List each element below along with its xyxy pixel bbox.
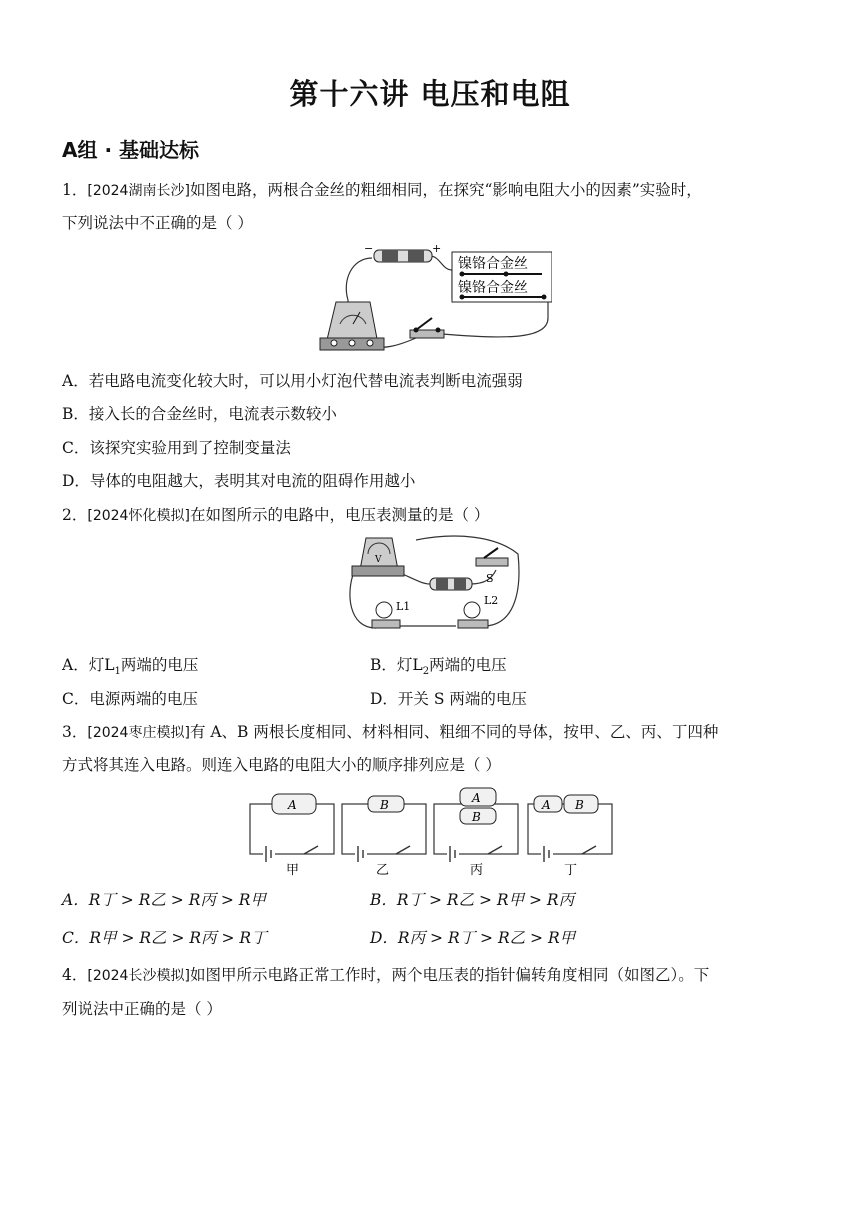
q2-option-c: C．电源两端的电压 bbox=[62, 690, 198, 708]
q3-fig-a-ding: A bbox=[542, 798, 551, 812]
svg-text:+: + bbox=[432, 242, 442, 255]
q2-fig-l1: L1 bbox=[396, 600, 411, 613]
q1-option-c: C．该探究实验用到了控制变量法 bbox=[62, 439, 291, 457]
q1-line2: 下列说法中不正确的是（ ） bbox=[62, 214, 253, 232]
q3-line1 bbox=[62, 720, 718, 742]
q2-text1: 在如图所示的电路中，电压表测量的是（ ） bbox=[189, 506, 490, 524]
q1-text1: 如图电路，两根合金丝的粗细相同，在探究“影响电阻大小的因素”实验时， bbox=[189, 181, 702, 199]
q3-fig-b-bing: B bbox=[472, 810, 481, 824]
q2-fig-s: S bbox=[486, 572, 494, 585]
q2-option-a: A．灯$L_1$两端的电压 bbox=[62, 656, 199, 678]
q4-text1: 如图甲所示电路正常工作时，两个电压表的指针偏转角度相同（如图乙）。下 bbox=[189, 966, 710, 984]
q3-number: 3． bbox=[62, 723, 88, 741]
q3-circuit-figure bbox=[246, 784, 620, 876]
q3-fig-label-yi: 乙 bbox=[376, 863, 390, 876]
svg-text:−: − bbox=[364, 242, 374, 255]
q3-line2: 方式将其连入电路。则连入电路的电阻大小的顺序排列应是（ ） bbox=[62, 756, 501, 774]
q4-source: [2024长沙模拟] bbox=[87, 968, 190, 984]
q4-line1 bbox=[62, 963, 709, 985]
q2-option-d: D．开关 S 两端的电压 bbox=[370, 690, 527, 708]
q1-line1 bbox=[62, 178, 702, 200]
q4-line2: 列说法中正确的是（ ） bbox=[62, 1000, 222, 1018]
section-heading: A组 · 基础达标 bbox=[62, 138, 200, 162]
q1-fig-label2: 镍铬合金丝 bbox=[458, 280, 528, 296]
q3-option-b: B．R丁 > R乙 > R甲 > R丙 bbox=[370, 891, 575, 909]
q3-fig-label-jia: 甲 bbox=[286, 863, 300, 876]
q3-fig-a-bing: A bbox=[472, 791, 481, 805]
q3-fig-b-yi: B bbox=[380, 798, 389, 812]
q1-option-b: B．接入长的合金丝时，电流表示数较小 bbox=[62, 405, 337, 423]
q4-number: 4． bbox=[62, 966, 88, 984]
page-title: 第十六讲 电压和电阻 bbox=[289, 77, 571, 111]
q2-number: 2． bbox=[62, 506, 88, 524]
q2-option-b: B．灯$L_2$两端的电压 bbox=[370, 656, 507, 678]
q1-option-d: D．导体的电阻越大，表明其对电流的阻碍作用越小 bbox=[62, 472, 416, 490]
q2-fig-v: V bbox=[375, 555, 382, 565]
q3-option-c: C．R甲 > R乙 > R丙 > R丁 bbox=[62, 929, 267, 947]
q3-source: [2024枣庄模拟] bbox=[87, 725, 190, 741]
q1-option-a: A．若电路电流变化较大时，可以用小灯泡代替电流表判断电流强弱 bbox=[62, 372, 523, 390]
q3-fig-label-ding: 丁 bbox=[564, 863, 578, 876]
q3-option-d: D．R丙 > R丁 > R乙 > R甲 bbox=[370, 929, 576, 947]
q3-fig-b-ding: B bbox=[575, 798, 584, 812]
q2-fig-l2: L2 bbox=[484, 594, 499, 607]
q1-number: 1． bbox=[62, 181, 88, 199]
q1-source: [2024湖南长沙] bbox=[87, 183, 190, 199]
q2-source: [2024怀化模拟] bbox=[87, 508, 190, 524]
q2-line1 bbox=[62, 503, 489, 525]
q1-fig-label1: 镍铬合金丝 bbox=[458, 256, 528, 272]
q1-circuit-figure bbox=[312, 240, 552, 356]
q3-option-a: A．R丁 > R乙 > R丙 > R甲 bbox=[62, 891, 266, 909]
q3-fig-a-jia: A bbox=[288, 798, 297, 812]
q2-circuit-figure bbox=[346, 532, 522, 640]
q3-fig-label-bing: 丙 bbox=[470, 863, 484, 876]
q3-text1: 有 A、B 两根长度相同、材料相同、粗细不同的导体，按甲、乙、丙、丁四种 bbox=[189, 723, 719, 741]
